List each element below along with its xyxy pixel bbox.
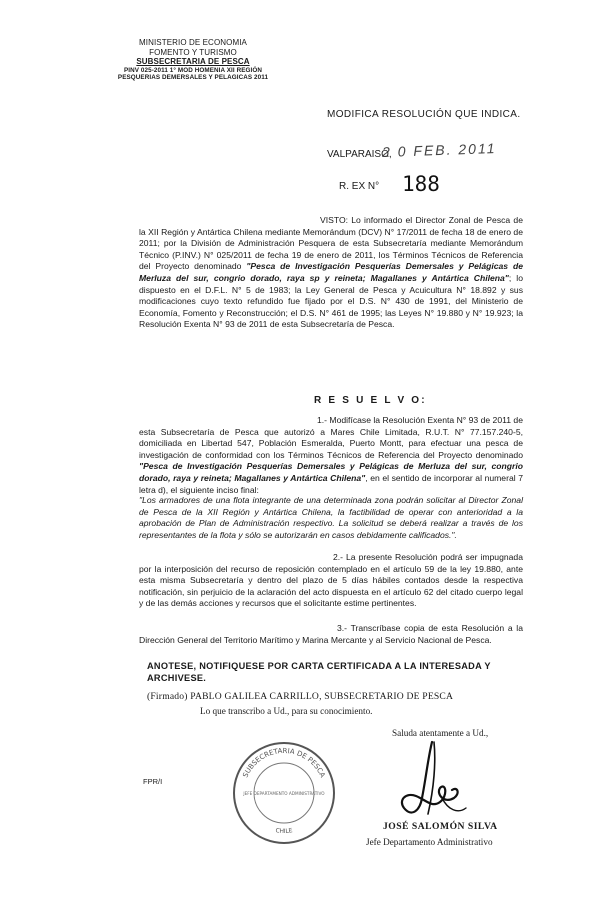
closing-greeting: Saluda atentamente a Ud., <box>392 728 489 738</box>
seal-text-center: JEFE DEPARTAMENTO ADMINISTRATIVO <box>243 791 325 796</box>
anotese-clause: ANOTESE, NOTIFIQUESE POR CARTA CERTIFICADA A LA INTERESADA Y ARCHIVESE. <box>147 661 491 683</box>
article-1-project-name: "Pesca de Investigación Pesquerías Demersales y Pelágicas de Merluza del sur, congrio dorado, raya y reineta; Magallanes y Antártica Chilena" <box>139 461 523 483</box>
signatory-title: Jefe Departamento Administrativo <box>366 837 493 847</box>
article-1-text-2: , en el sentido de incorporar al numeral 7 letra d), el siguiente inciso final: <box>139 472 523 495</box>
header-ministry: MINISTERIO DE ECONOMIA <box>139 38 247 47</box>
resuelvo-heading: R E S U E L V O: <box>314 395 427 406</box>
resolution-label: R. EX N° <box>339 181 380 192</box>
transcription-line: Lo que transcribo a Ud., para su conocimiento. <box>200 706 373 716</box>
signed-by-line: (Firmado) PABLO GALILEA CARRILLO, SUBSECRETARIO DE PESCA <box>147 691 454 702</box>
visto-text-2: ; lo dispuesto en el D.F.L. N° 5 de 1983; la Ley General de Pesca y Acuicultura N° 18.892 y sus modificaciones cuyo texto refundido fue fijado por el D.S. N° 430 de 1991, del Ministerio de Economía, Fomento y Reconstrucción; el D.S. N° 461 de 1995; las Leyes N° 19.880 y N° 19.923; la Resolución Exenta N° 93 de 2011 de esta Subsecretaría de Pesca. <box>139 272 523 330</box>
header-reference: PINV 025-2011 1° MOD HOMENIA XII REGIÓN <box>123 66 263 74</box>
document-title: MODIFICA RESOLUCIÓN QUE INDICA. <box>327 109 521 120</box>
handwritten-signature <box>392 738 472 828</box>
initials: FPR/I <box>143 777 163 786</box>
visto-project-name: "Pesca de Investigación Pesquerías Demersales y Pelágicas de Merluza del sur, congrio dorado, raya sp y reineta; Magallanes y Antártica Chilena" <box>139 261 523 283</box>
article-1-text-1: 1.- Modifícase la Resolución Exenta N° 93 de 2011 de esta Subsecretaría de Pesca que autorizó a Mares Chile Limitada, R.U.T. N° 77.157.240-5, domiciliada en Libertad 547, Población Esmeralda, Puerto Montt, para efectuar una pesca de investigación de conformidad con los Términos Técnicos de Referencia del Proyecto denominado <box>139 415 523 460</box>
article-3: 3.- Transcríbase copia de esta Resolución a la Dirección General del Territorio Marítimo y Marina Mercante y al Servicio Nacional de Pesca. <box>139 623 523 645</box>
header-block <box>78 38 308 81</box>
visto-paragraph <box>139 215 523 331</box>
header-project: PESQUERIAS DEMERSALES Y PELAGICAS 2011 <box>117 73 269 81</box>
seal-text-bottom: CHILE <box>274 827 294 836</box>
seal-text-top: SUBSECRETARIA DE PESCA <box>241 746 327 779</box>
quoted-clause: "Los armadores de una flota integrante de una determinada zona podrán solicitar al Director Zonal de Pesca de la XII Región y Antártica Chilena, la factibilidad de operar con anterioridad a la aprobación de Plan de Administración respectivo. La solicitud se deberá realizar a través de los representantes de la flota y sólo se autorizarán en casos debidamente calificados.". <box>139 495 523 540</box>
article-1 <box>139 415 523 496</box>
header-subsecretaria: SUBSECRETARIA DE PESCA <box>136 57 250 66</box>
article-2: 2.- La presente Resolución podrá ser impugnada por la interposición del recurso de reposición contemplado en el artículo 59 de la ley 19.880, ante esta misma Subsecretaría y dentro del plazo de 5 días hábiles contados desde la respectiva notificación, sin perjuicio de la aclaración del acto dispuesta en el artículo 62 del citado cuerpo legal y de las demás acciones y recursos que el solicitante estime pertinentes. <box>139 552 523 609</box>
header-ministry-sub: FOMENTO Y TURISMO <box>149 47 237 57</box>
official-seal-stamp <box>228 737 340 849</box>
signatory-name: JOSÉ SALOMÓN SILVA <box>383 821 498 832</box>
date-stamp: 2 0 FEB. 2011 <box>381 140 497 160</box>
resolution-number: 188 <box>402 172 440 196</box>
visto-text-1: VISTO: Lo informado el Director Zonal de Pesca de la XII Región y Antártica Chilena mediante Memorándum (DCV) N° 17/2011 de fecha 18 de enero de 2011; por la División de Administración Pesquera de esta Subsecretaría mediante Memorándum Técnico (P.INV.) N° 025/2011 de fecha 19 de enero de 2011, los Términos Técnicos de Referencia del Proyecto denominado <box>139 215 523 272</box>
place-label: VALPARAISO, <box>327 149 392 160</box>
